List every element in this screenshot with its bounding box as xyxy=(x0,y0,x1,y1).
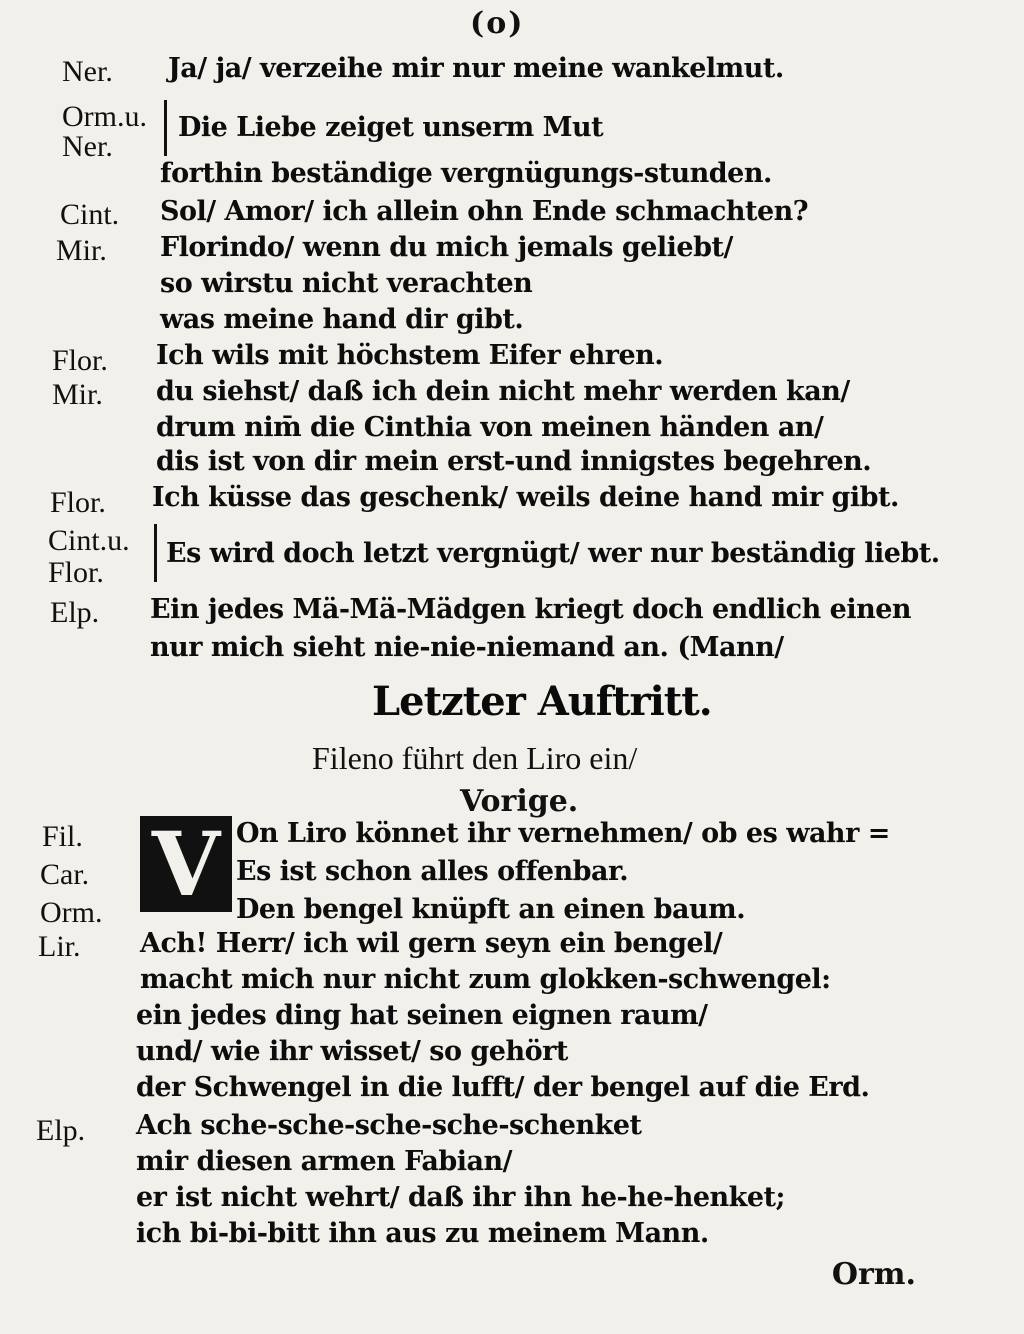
scene-title: Letzter Auftritt. xyxy=(372,678,712,725)
speaker-label: Elp. xyxy=(36,1114,86,1147)
catchword: Orm. xyxy=(831,1257,916,1292)
dialogue-line: Ach sche-sche-sche-sche-schenket xyxy=(136,1110,642,1141)
dialogue-line: was meine hand dir gibt. xyxy=(160,304,524,335)
dialogue-line: On Liro könnet ihr vernehmen/ ob es wahr = xyxy=(236,818,890,849)
speaker-label: Orm. xyxy=(40,896,103,929)
dialogue-line: Den bengel knüpft an einen baum. xyxy=(236,894,746,925)
page-header: (o) xyxy=(470,6,525,41)
dialogue-line: der Schwengel in die lufft/ der bengel auf die Erd. xyxy=(136,1072,870,1103)
stage-direction: Fileno führt den Liro ein/ xyxy=(312,740,638,776)
speaker-label: Elp. xyxy=(50,596,100,629)
speaker-label: Orm.u. xyxy=(62,100,147,133)
bracket xyxy=(148,524,157,582)
dialogue-line: Ich wils mit höchstem Eifer ehren. xyxy=(156,340,664,371)
speaker-label: Ner. xyxy=(62,130,113,163)
dialogue-line: Sol/ Amor/ ich allein ohn Ende schmachten? xyxy=(160,196,809,227)
dialogue-line: Ein jedes Mä-Mä-Mädgen kriegt doch endlich einen xyxy=(150,594,912,625)
stage-direction-characters: Vorige. xyxy=(460,784,579,819)
decorated-initial: V xyxy=(140,816,232,912)
dialogue-line: Die Liebe zeiget unserm Mut xyxy=(178,112,604,143)
speaker-label: Car. xyxy=(40,858,90,891)
dialogue-line: nur mich sieht nie-nie-niemand an. (Mann/ xyxy=(150,632,784,663)
speaker-label: Fil. xyxy=(42,820,83,853)
speaker-label: Lir. xyxy=(38,930,81,963)
dialogue-line: er ist nicht wehrt/ daß ihr ihn he-he-henket; xyxy=(136,1182,785,1213)
speaker-label: Ner. xyxy=(62,55,113,88)
dialogue-line: Es ist schon alles offenbar. xyxy=(236,856,629,887)
speaker-label: Cint.u. xyxy=(48,524,130,557)
dialogue-line: du siehst/ daß ich dein nicht mehr werden kan/ xyxy=(156,376,850,407)
dialogue-line: Ja/ ja/ verzeihe mir nur meine wankelmut. xyxy=(168,53,784,84)
speaker-label: Mir. xyxy=(56,234,107,267)
dialogue-line: Ach! Herr/ ich wil gern seyn ein bengel/ xyxy=(140,928,723,959)
dialogue-line: macht mich nur nicht zum glokken-schwengel: xyxy=(140,964,831,995)
dialogue-line: drum nim̄ die Cinthia von meinen händen an/ xyxy=(156,412,824,443)
dialogue-line: so wirstu nicht verachten xyxy=(160,268,533,299)
dialogue-line: und/ wie ihr wisset/ so gehört xyxy=(136,1036,568,1067)
dialogue-line: Es wird doch letzt vergnügt/ wer nur beständig liebt. xyxy=(166,538,940,569)
speaker-label: Flor. xyxy=(52,344,108,377)
dialogue-line: ich bi-bi-bitt ihn aus zu meinem Mann. xyxy=(136,1218,709,1249)
dialogue-line: ein jedes ding hat seinen eignen raum/ xyxy=(136,1000,708,1031)
speaker-label: Mir. xyxy=(52,378,103,411)
dialogue-line: Ich küsse das geschenk/ weils deine hand mir gibt. xyxy=(152,482,899,513)
speaker-label: Flor. xyxy=(50,486,106,519)
dialogue-line: dis ist von dir mein erst-und innigstes begehren. xyxy=(156,446,872,477)
dialogue-line: Florindo/ wenn du mich jemals geliebt/ xyxy=(160,232,733,263)
speaker-label: Flor. xyxy=(48,556,104,589)
bracket xyxy=(158,100,167,156)
speaker-label: Cint. xyxy=(60,198,120,231)
dialogue-line: mir diesen armen Fabian/ xyxy=(136,1146,512,1177)
dialogue-line: forthin beständige vergnügungs-stunden. xyxy=(160,158,772,189)
